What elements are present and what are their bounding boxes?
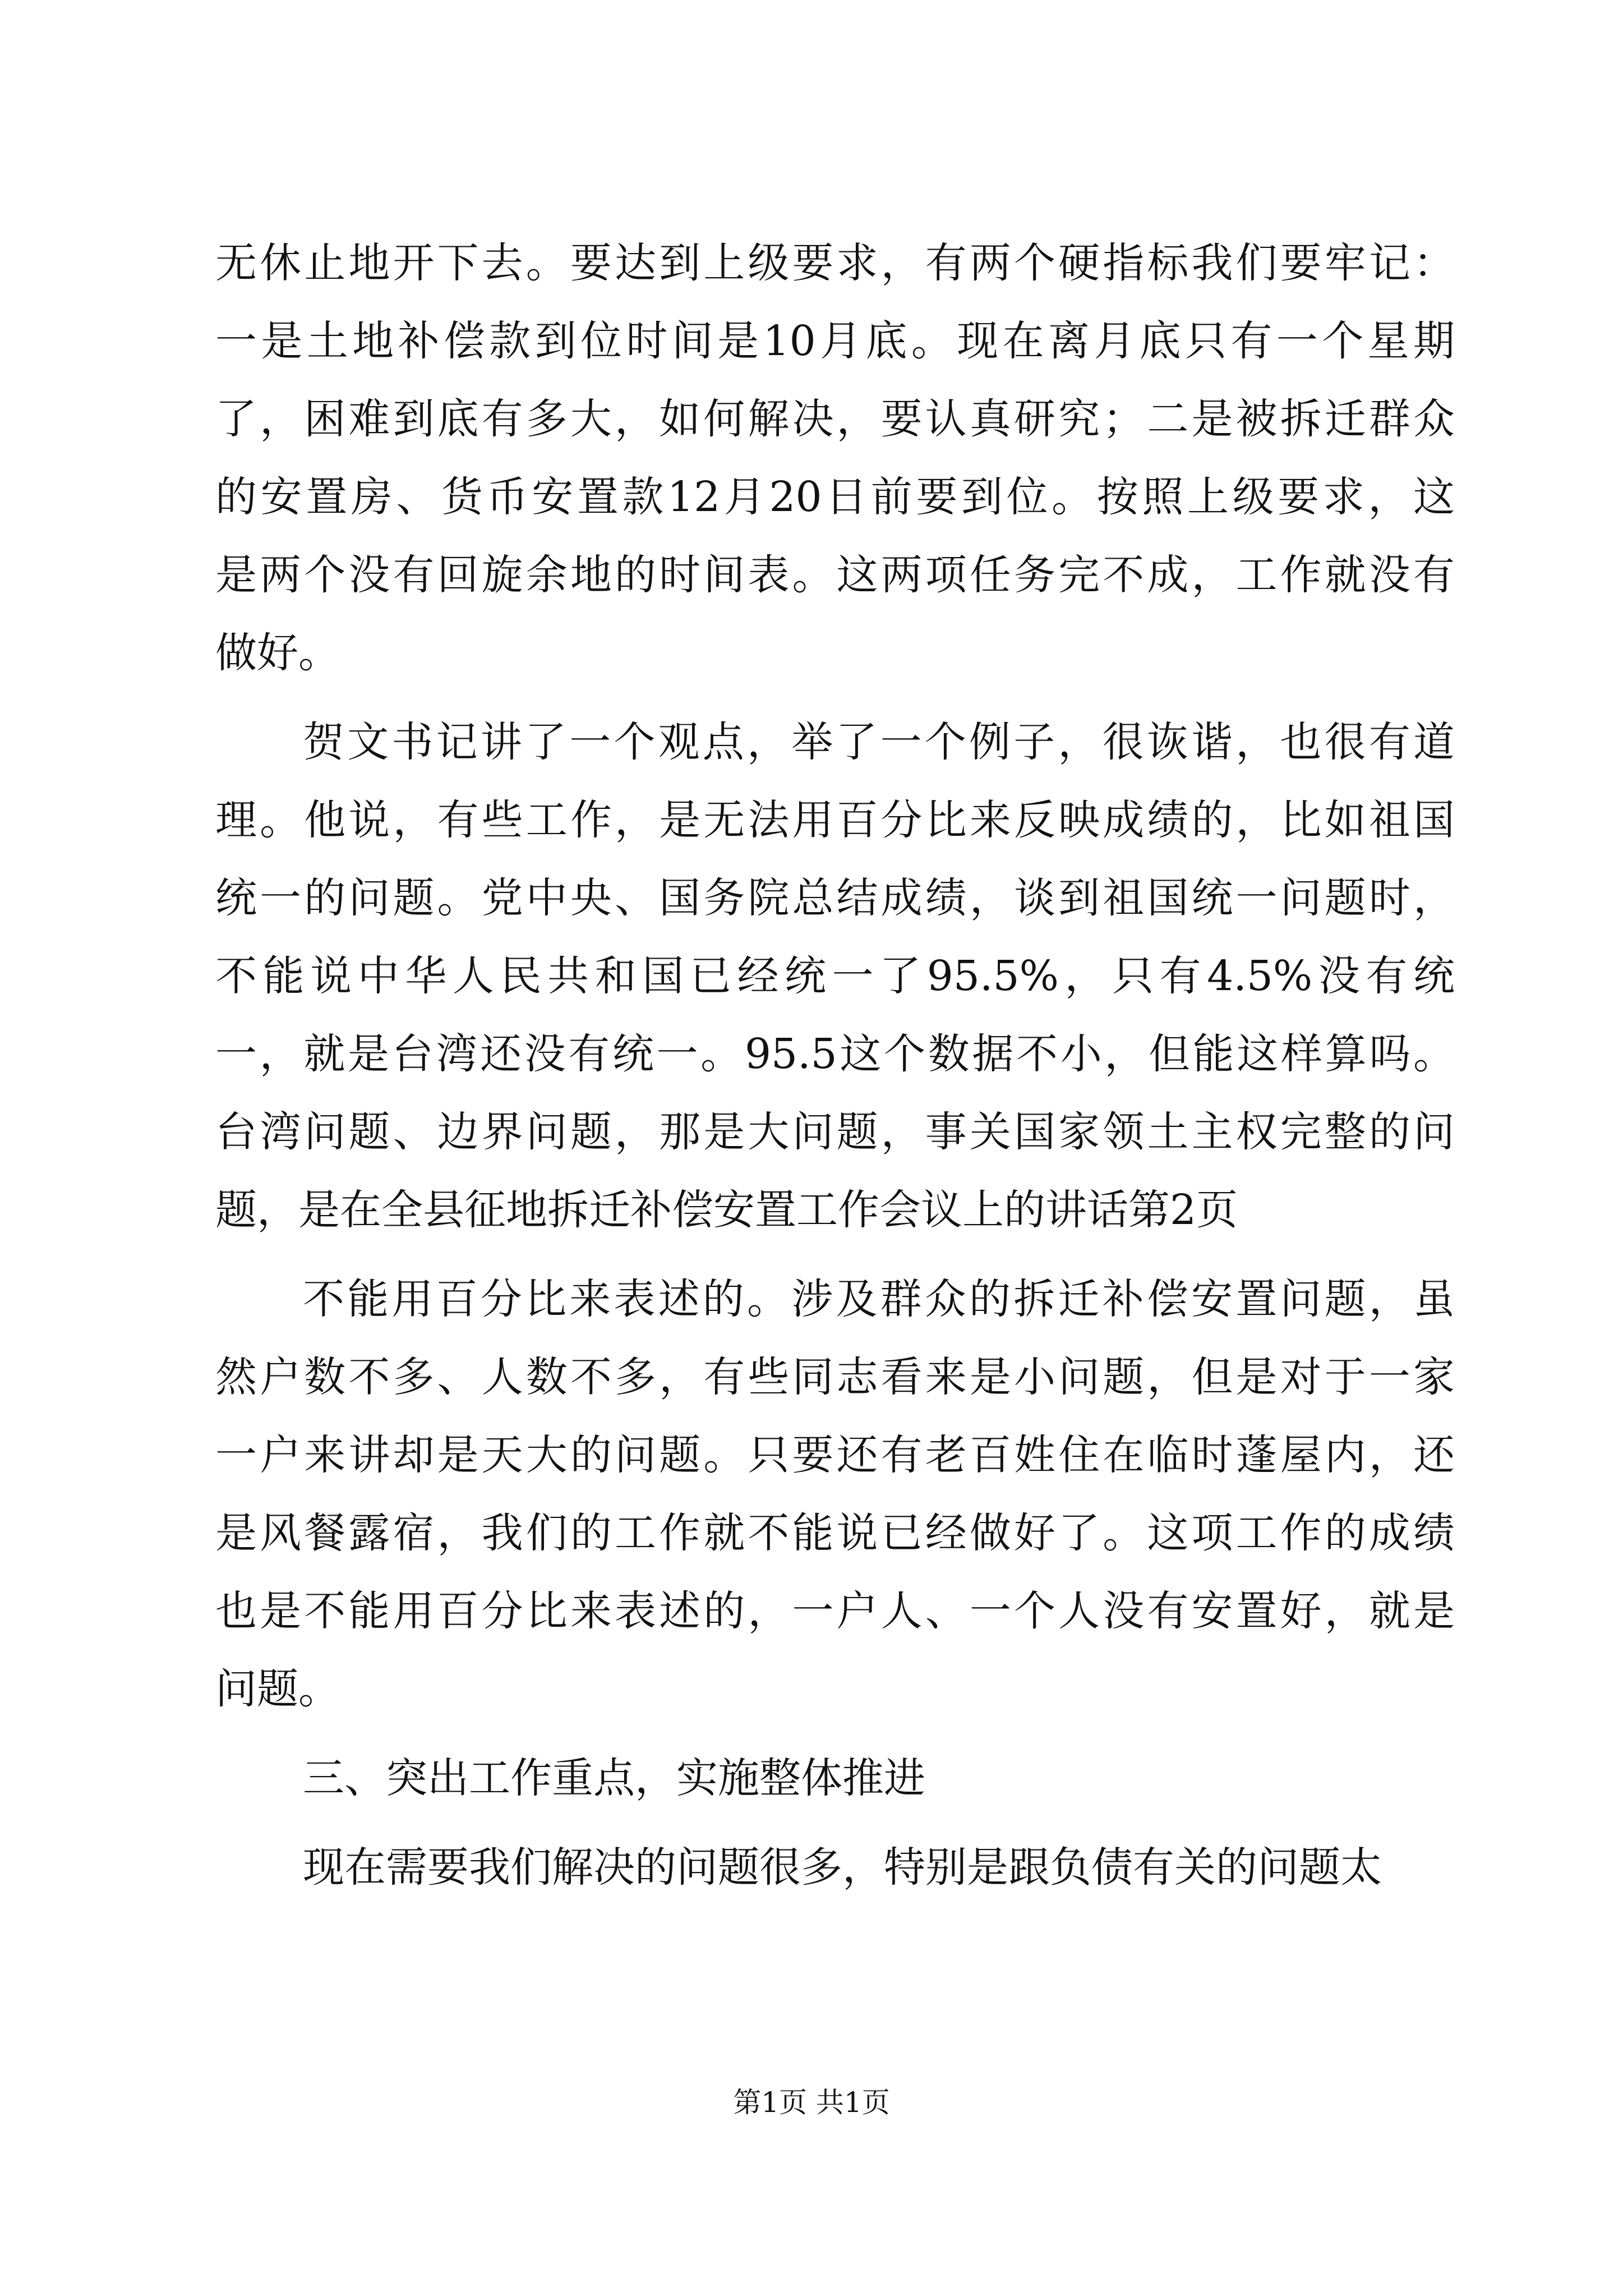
text-line: 的安置房、货币安置款12月20日前要到位。按照上级要求，这 (215, 473, 1455, 521)
text-line: 无休止地开下去。要达到上级要求，有两个硬指标我们要牢记： (215, 239, 1455, 287)
text-line: 理。他说，有些工作，是无法用百分比来反映成绩的，比如祖国 (215, 796, 1455, 844)
text-line: 是两个没有回旋余地的时间表。这两项任务完不成，工作就没有 (215, 551, 1455, 599)
paragraph (215, 1829, 1455, 1907)
text-line: 然户数不多、人数不多，有些同志看来是小问题，但是对于一家 (215, 1353, 1455, 1401)
text-line: 一户来讲却是天大的问题。只要还有老百姓住在临时蓬屋内，还 (215, 1431, 1455, 1479)
text-line: 题，是在全县征地拆迁补偿安置工作会议上的讲话第2页 (215, 1186, 1238, 1234)
text-line: 统一的问题。党中央、国务院总结成绩，谈到祖国统一问题时， (215, 874, 1455, 922)
text-line: 台湾问题、边界问题，那是大问题，事关国家领土主权完整的问 (215, 1108, 1455, 1156)
text-line: 现在需要我们解决的问题很多，特别是跟负债有关的问题太 (303, 1843, 1382, 1892)
text-line: 了，困难到底有多大，如何解决，要认真研究；二是被拆迁群众 (215, 395, 1455, 443)
text-line: 三、突出工作重点，实施整体推进 (303, 1754, 925, 1802)
text-line: 贺文书记讲了一个观点，举了一个例子，很诙谐，也很有道 (303, 718, 1455, 766)
text-line: 一，就是台湾还没有统一。95.5这个数据不小，但能这样算吗。 (215, 1030, 1455, 1078)
document-body (215, 224, 1455, 1907)
text-line: 不能说中华人民共和国已经统一了95.5%，只有4.5%没有统 (215, 952, 1455, 1000)
page-footer: 第1页 共1页 (733, 2086, 890, 2119)
paragraph (215, 1740, 1455, 1818)
paragraph (215, 1260, 1455, 1728)
paragraph (215, 224, 1455, 692)
text-line: 一是土地补偿款到位时间是10月底。现在离月底只有一个星期 (215, 317, 1455, 365)
text-line: 做好。 (215, 629, 340, 677)
paragraph (215, 703, 1455, 1249)
text-line: 问题。 (215, 1665, 340, 1713)
text-line: 是风餐露宿，我们的工作就不能说已经做好了。这项工作的成绩 (215, 1509, 1455, 1557)
text-line: 也是不能用百分比来表述的，一户人、一个人没有安置好，就是 (215, 1587, 1455, 1635)
text-line: 不能用百分比来表述的。涉及群众的拆迁补偿安置问题，虽 (303, 1275, 1455, 1323)
